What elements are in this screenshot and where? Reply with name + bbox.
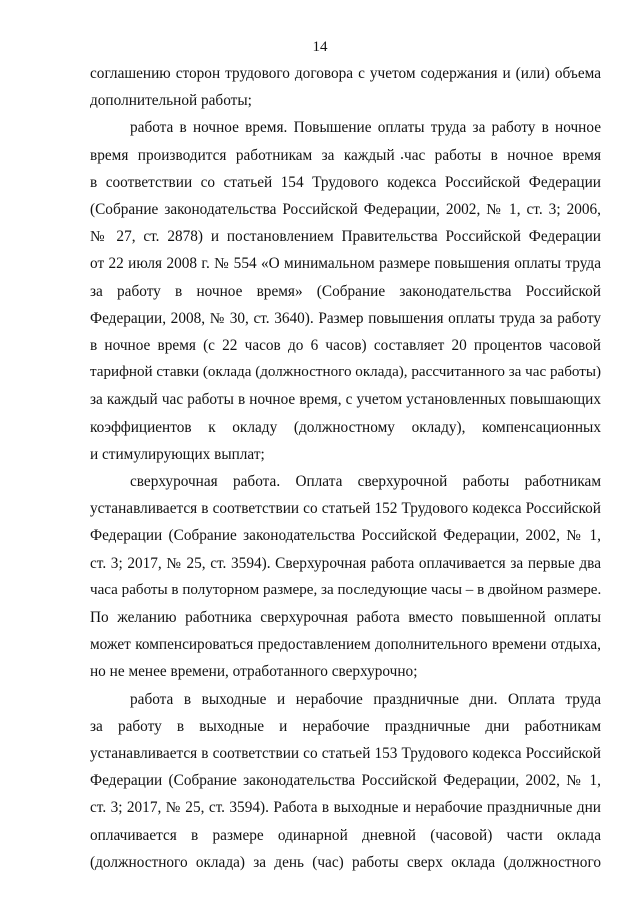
text-line: (Собрание законодательства Российской Федерации, 2002, № 1, ст. 3; 2006, [90,201,601,219]
text-line: № 27, ст. 2878) и постановлением Правительства Российской Федерации [90,228,601,246]
text-line: время производится работникам за каждый час работы в ночное время [90,146,601,164]
text-line: за работу в ночное время» (Собрание законодательства Российской [90,282,601,300]
text-line: устанавливается в соответствии со статьей 152 Трудового кодекса Российской [90,500,601,518]
text-line: Федерации, 2008, № 30, ст. 3640). Размер повышения оплаты труда за работу [90,309,601,327]
document-body [90,60,601,876]
text-line: ст. 3; 2017, № 25, ст. 3594). Сверхурочная работа оплачивается за первые два [90,554,601,572]
text-line: оплачивается в размере одинарной дневной (часовой) части оклада [90,826,601,844]
text-line: соглашению сторон трудового договора с учетом содержания и (или) объема [90,65,601,82]
page-number: 14 [312,39,328,55]
text-line: Федерации (Собрание законодательства Российской Федерации, 2002, № 1, [90,772,601,790]
text-line: часа работы в полуторном размере, за последующие часы – в двойном размере. [90,581,602,598]
text-line: и стимулирующих выплат; [90,445,265,463]
text-line: (должностного оклада) за день (час) работы сверх оклада (должностного [90,853,601,871]
text-line: за работу в выходные и нерабочие праздничные дни работникам [90,717,601,735]
paragraph-holiday-work [90,686,601,876]
text-line: в ночное время (с 22 часов до 6 часов) составляет 20 процентов часовой [90,337,601,355]
text-line: от 22 июля 2008 г. № 554 «О минимальном размере повышения оплаты труда [90,255,601,273]
text-line: дополнительной работы; [90,92,252,110]
text-line: По желанию работника сверхурочная работа вместо повышенной оплаты [90,609,601,627]
text-line: ст. 3; 2017, № 25, ст. 3594). Работа в выходные и нерабочие праздничные дни [90,799,601,817]
text-line: но не менее времени, отработанного сверхурочно; [90,663,418,681]
text-line: может компенсироваться предоставлением дополнительного времени отдыха, [90,636,601,654]
text-line: работа в ночное время. Повышение оплаты труда за работу в ночное [130,119,601,137]
paragraph-overtime [90,468,601,686]
text-line: сверхурочная работа. Оплата сверхурочной работы работникам [130,473,601,491]
text-line: работа в выходные и нерабочие праздничные дни. Оплата труда [130,690,601,708]
paragraph-continuation [90,60,601,114]
paragraph-night-work [90,114,601,468]
text-line: Федерации (Собрание законодательства Российской Федерации, 2002, № 1, [90,527,601,545]
text-line: за каждый час работы в ночное время, с учетом установленных повышающих [90,391,601,409]
text-line: коэффициентов к окладу (должностному окладу), компенсационных [90,418,601,436]
text-line: устанавливается в соответствии со статьей 153 Трудового кодекса Российской [90,745,601,763]
text-line: тарифной ставки (оклада (должностного оклада), рассчитанного за час работы) [90,364,601,381]
text-line: в соответствии со статьей 154 Трудового кодекса Российской Федерации [90,173,601,191]
